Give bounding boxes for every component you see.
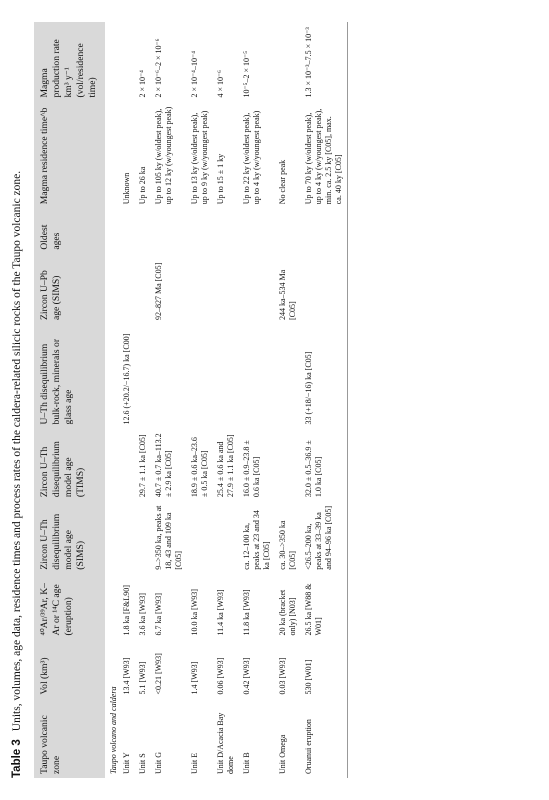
table-cell: Up to 22 ky (w/oldest peak), up to 4 ky (w/youngest peak) [242, 110, 261, 205]
table-cell: 4 × 10⁻⁶ [216, 70, 225, 98]
table-cell: 26.5 ka [W88 & W01] [301, 574, 348, 640]
table-row [275, 22, 301, 778]
table-cell: 20 ka (bracket only) [N03] [278, 589, 297, 636]
table-cell: 1.8 ka [F&L90] [122, 585, 131, 636]
table-row [135, 22, 151, 778]
table-cell: 13.4 [W93] [122, 657, 131, 695]
table-cell: 0.03 [W93] [278, 657, 287, 695]
table-cell: 1.3 × 10⁻³–7.5 × 10⁻³ [301, 22, 348, 102]
column-header: Zircon U–Th disequilibrium model age (SIMS) [34, 501, 105, 574]
table-cell [135, 501, 151, 574]
table-row [187, 22, 213, 778]
table-cell: Unit Omega [278, 734, 287, 774]
table-header [34, 22, 105, 778]
table-cell: 33 (+18/−16) ka [C05] [301, 324, 348, 428]
table-cell: <26.5–200 ka, peaks at 33–39 ka and 94–96 ka [C05] [301, 501, 348, 574]
column-header: ⁴⁰Ar/³⁹Ar, K–Ar or ¹⁴C age (eruption) [34, 574, 105, 640]
table-cell [239, 324, 275, 428]
table-cell: 25.4 ± 0.6 ka and 27.9 ± 1.1 ka [C05] [216, 434, 235, 498]
table-cell [213, 254, 239, 324]
table-cell [151, 208, 187, 253]
section-row [105, 22, 119, 778]
table-cell: 1.4 [W93] [190, 661, 199, 695]
table-cell [135, 254, 151, 324]
table-cell: Up to 105 ky (w/oldest peak), up to 12 ky (w/youngest peak) [154, 106, 173, 205]
table-cell: 3.6 ka [W93] [138, 593, 147, 636]
table-cell: 9–>350 ka, peaks at 18, 43 and 109 ka [C05] [154, 505, 183, 570]
column-header: Magma residence time^b [34, 102, 105, 209]
table-cell: 244 ka–534 Ma [C05] [278, 269, 297, 321]
table-cell: Up to 70 ky (w/oldest peak), up to 4 ky (w/youngest peak), min. ca. 2.5 ky [C05], max. ca. 40 ky [C05] [301, 102, 348, 209]
table-cell: 18.9 ± 0.6 ka–23.6 ± 0.5 ka [C05] [190, 437, 209, 498]
table-cell: 10⁻⁵–2 × 10⁻⁵ [242, 51, 251, 98]
table-cell: 11.4 ka [W93] [216, 589, 225, 636]
table-cell [275, 22, 301, 102]
table-caption [10, 18, 25, 778]
table-cell: 2 × 10⁻⁴ [138, 70, 147, 98]
table-cell [135, 324, 151, 428]
table-cell: 29.7 ± 1.1 ka [C05] [138, 434, 147, 498]
table-cell: Up to 15 ± 1 ky [216, 153, 225, 205]
table-cell [119, 501, 135, 574]
table-cell: Up to 26 ka [138, 166, 147, 205]
table-cell [187, 324, 213, 428]
table-cell [275, 428, 301, 501]
table-row [239, 22, 275, 778]
table-label: Table 3 [11, 739, 23, 778]
column-header: Vol (km³) [34, 640, 105, 699]
table-row [301, 22, 348, 778]
table-cell: 5.1 [W93] [138, 661, 147, 695]
table-cell [119, 22, 135, 102]
table-cell [119, 428, 135, 501]
data-table [34, 22, 348, 778]
table-cell: Unit G [154, 752, 163, 774]
table-caption-text: Units, volumes, age data, residence times and process rates of the caldera-related silicic rocks of the Taupo volcanic zone. [11, 170, 23, 732]
table-cell [187, 501, 213, 574]
table-cell: Unit S [138, 753, 147, 774]
table-cell [275, 208, 301, 253]
table-cell [213, 208, 239, 253]
table-cell [275, 324, 301, 428]
table-row [119, 22, 135, 778]
column-header: U–Th disequilibrium bulk-rock, minerals or glass age [34, 324, 105, 428]
table-cell: Unit E [190, 752, 199, 774]
section-label: Taupo volcano and caldera [109, 686, 118, 774]
column-header: Oldest ages [34, 208, 105, 253]
table-cell: 0.06 [W93] [216, 657, 225, 695]
table-row [213, 22, 239, 778]
table-cell: No clear peak [278, 159, 287, 205]
table-cell: Unit B [242, 752, 251, 774]
table-cell [119, 254, 135, 324]
table-cell: 16.0 ± 0.9–23.8 ± 0.6 ka [C05] [242, 440, 261, 498]
table-cell: 2 × 10⁻⁶–2 × 10⁻⁶ [154, 38, 163, 98]
table-cell [239, 254, 275, 324]
table-cell: 6.7 ka [W93] [154, 593, 163, 636]
header-row [34, 22, 105, 778]
table-cell: Oruanui eruption [301, 699, 348, 778]
table-cell [213, 501, 239, 574]
table-cell: 530 [W01] [301, 640, 348, 699]
table-cell: 11.8 ka [W93] [242, 589, 251, 636]
table-cell: ca. 12–100 ka, peaks at 23 and 34 ka [C05] [242, 510, 271, 570]
table-cell: Unit D/Acacia Bay dome [216, 712, 235, 774]
table-cell [301, 254, 348, 324]
table-cell: Unit Y [122, 752, 131, 774]
table-cell: 12.6 (+20.2/−16.7) ka [C00] [122, 333, 131, 425]
table-cell: 40.7 ± 0.7 ka–113.2 ± 2.9 ka [C05] [154, 433, 173, 498]
table-cell: Unknown [122, 172, 131, 205]
table-cell [135, 208, 151, 253]
table-row [151, 22, 187, 778]
table-cell [119, 208, 135, 253]
table-cell [187, 254, 213, 324]
table-cell: 2 × 10⁻⁴–10⁻⁴ [190, 51, 199, 98]
table-cell: 92–827 Ma [C05] [154, 262, 163, 321]
table-cell: 32.0 ± 0.5–36.9 ± 1.0 ka [C05] [301, 428, 348, 501]
table-cell [301, 208, 348, 253]
table-cell: 0.42 [W93] [242, 657, 251, 695]
column-header: Zircon U–Pb age (SIMS) [34, 254, 105, 324]
table-cell [187, 208, 213, 253]
column-header: Taupo volcanic zone [34, 699, 105, 778]
table-cell: Up to 13 ky (w/oldest peak), up to 9 ky (w/youngest peak) [190, 110, 209, 205]
table-cell [239, 208, 275, 253]
table-cell: ca. 30–>350 ka [C05] [278, 520, 297, 570]
table-cell [151, 324, 187, 428]
column-header: Magma production rate km³ y⁻¹ (vol/residence time) [34, 22, 105, 102]
table-body [105, 22, 348, 778]
table-cell: <0.21 [W93] [154, 653, 163, 695]
table-cell [213, 324, 239, 428]
column-header: Zircon U–Th disequilibrium model age (TIMS) [34, 428, 105, 501]
table-cell: 10.0 ka [W93] [190, 589, 199, 636]
